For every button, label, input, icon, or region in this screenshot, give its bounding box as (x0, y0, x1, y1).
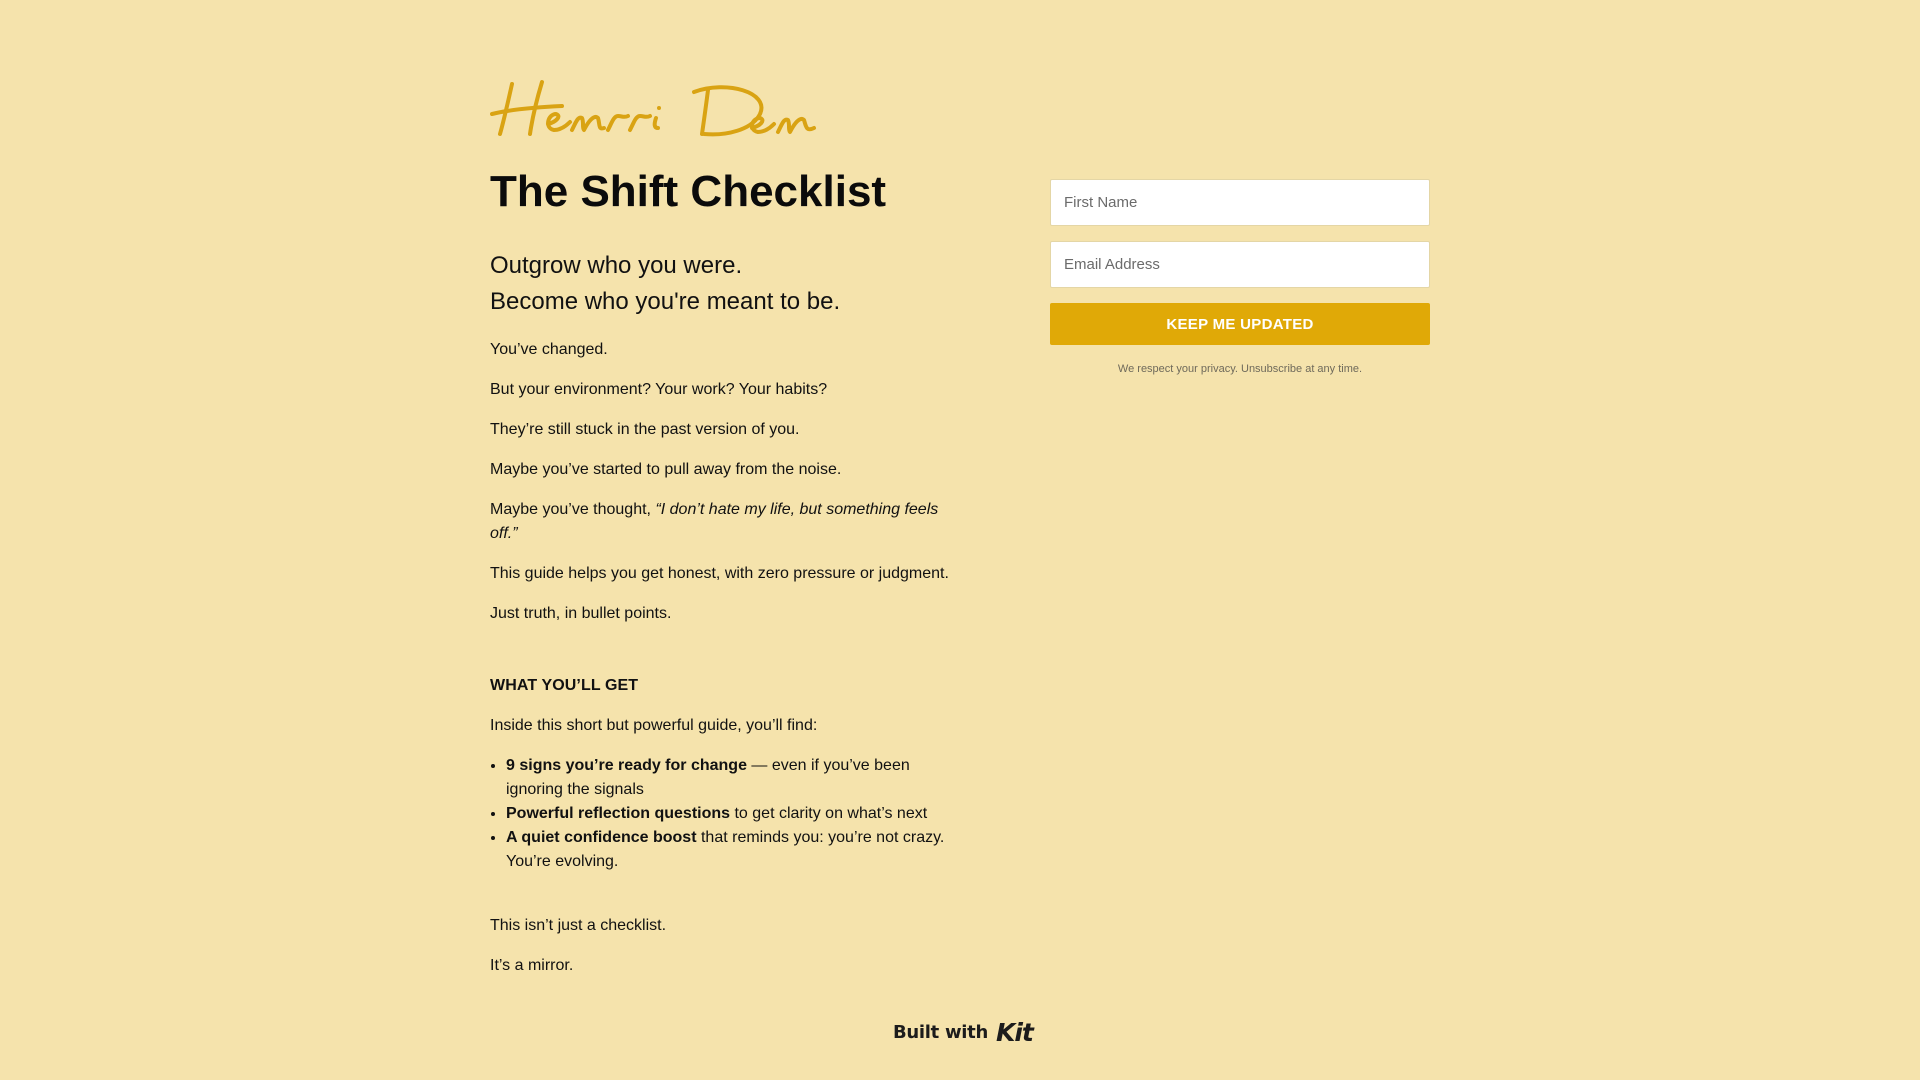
subtitle (490, 248, 960, 320)
section-heading: WHAT YOU’LL GET (490, 677, 639, 694)
built-with-kit-link[interactable] (893, 1018, 1033, 1047)
first-name-input[interactable] (1050, 179, 1430, 226)
section-intro: Inside this short but powerful guide, you’ll find: (490, 717, 818, 734)
paragraph-quote (490, 498, 960, 546)
benefits-list (490, 754, 960, 874)
list-item-bold: A quiet confidence boost (506, 829, 697, 846)
signature-logo-icon (490, 78, 850, 142)
keep-me-updated-button[interactable]: KEEP ME UPDATED (1050, 303, 1430, 345)
signup-form (1050, 179, 1430, 376)
list-item-bold: 9 signs you’re ready for change (506, 757, 747, 774)
content-column (490, 162, 960, 994)
paragraph: It’s a mirror. (490, 957, 574, 974)
privacy-note: We respect your privacy. Unsubscribe at any time. (1117, 363, 1363, 375)
list-item-rest: that reminds you: you’re not crazy. You’re evolving. (506, 829, 945, 870)
brand-logo (490, 78, 850, 142)
paragraph: Maybe you’ve started to pull away from the noise. (490, 461, 842, 478)
landing-page (490, 0, 1430, 1080)
paragraph: You’ve changed. (490, 341, 608, 358)
list-item (506, 754, 960, 802)
intro-copy (490, 338, 960, 626)
paragraph: This guide helps you get honest, with zero pressure or judgment. (490, 565, 949, 582)
page-title: The Shift Checklist (490, 167, 887, 216)
email-input[interactable] (1050, 241, 1430, 288)
list-item (506, 826, 960, 874)
paragraph: This isn’t just a checklist. (490, 917, 667, 934)
list-item-rest: to get clarity on what’s next (730, 805, 928, 822)
quote-text: “I don’t hate my life, but something feels off.” (490, 501, 939, 542)
closing-copy (490, 914, 960, 978)
paragraph: They’re still stuck in the past version of you. (490, 421, 800, 438)
kit-logo: Kit (995, 1018, 1033, 1047)
quote-lead: Maybe you’ve thought, (490, 501, 656, 518)
built-with-label: Built with (893, 1022, 988, 1043)
list-item-bold: Powerful reflection questions (506, 805, 731, 822)
list-item (506, 802, 960, 826)
paragraph: But your environment? Your work? Your habits? (490, 381, 828, 398)
list-item-rest: — even if you’ve been ignoring the signals (506, 757, 910, 798)
subtitle-line-1: Outgrow who you were. (490, 252, 743, 279)
paragraph: Just truth, in bullet points. (490, 605, 672, 622)
subtitle-line-2: Become who you're meant to be. (490, 288, 841, 315)
